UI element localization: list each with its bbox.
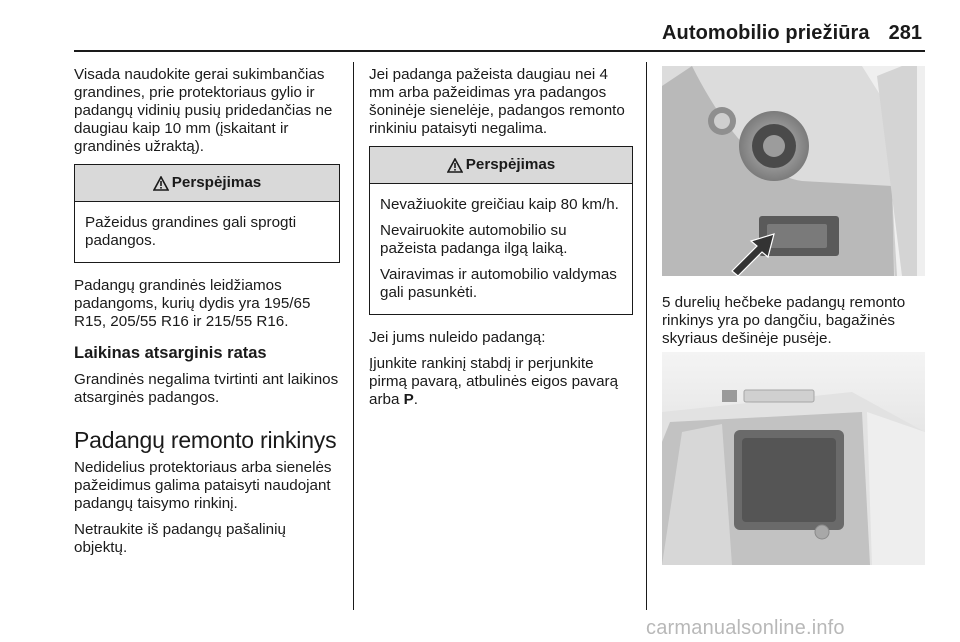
- paragraph-chains-usage: Visada naudokite gerai sukimbančias grandines, prie protektoriaus gylio ir padangų vidinių pusių pridedančias ne daugiau kaip 10 mm (įskaitant ir grandinės užraktą).: [74, 66, 333, 155]
- photo-trunk-cover: [662, 352, 925, 565]
- column-1: [74, 66, 340, 565]
- sentence-end: .: [413, 391, 418, 408]
- warning-box-driving: [369, 146, 633, 315]
- heading-repair-kit: Padangų remonto rinkinys: [74, 427, 337, 453]
- paragraph-repair-kit: Nedidelius protektoriaus arba sienelės pažeidimus galima pataisyti naudojant padangų taisymo rinkinį.: [74, 459, 332, 512]
- gear-p-label: P: [403, 391, 414, 408]
- header-rule: [74, 50, 925, 52]
- warning-item-duration: Nevairuokite automobilio su pažeista padanga ilgą laiką.: [380, 222, 568, 257]
- parking-brake-text: Įjunkite rankinį stabdį ir perjunkite pirmą pavarą, atbulinės eigos pavarą arba: [369, 355, 619, 408]
- column-2: [369, 66, 633, 417]
- header-title: Automobilio priežiūra: [662, 22, 870, 44]
- paragraph-foreign-objects: Netraukite iš padangų pašalinių objektų.: [74, 521, 286, 556]
- paragraph-chain-sizes: Padangų grandinės leidžiamos padangoms, kurių dydis yra 195/65 R15, 205/55 R16 ir 215/55 R16.: [74, 277, 311, 330]
- warning-title: Perspėjimas: [171, 174, 262, 191]
- paragraph-damage-limit: Jei padanga pažeista daugiau nei 4 mm arba pažeidimas yra padangos šoninėje sienelėje, padangos remonto rinkiniu pataisyti negalima.: [369, 66, 625, 137]
- warning-triangle-icon: [447, 158, 463, 173]
- warning-header: [75, 165, 339, 202]
- warning-item-speed: Nevažiuokite greičiau kaip 80 km/h.: [380, 196, 619, 213]
- paragraph-parking-brake: [369, 355, 633, 409]
- warning-body: [370, 184, 632, 314]
- photo-repair-kit-compartment: [662, 66, 925, 276]
- caption-repair-kit-location: 5 durelių hečbeke padangų remonto rinkinys yra po dangčiu, bagažinės skyriaus dešinėje pusėje.: [662, 294, 906, 347]
- column-divider-2: [646, 62, 647, 610]
- column-divider-1: [353, 62, 354, 610]
- paragraph-flat-tire: Jei jums nuleido padangą:: [369, 329, 546, 346]
- warning-body: [75, 202, 339, 262]
- warning-item-handling: Vairavimas ir automobilio valdymas gali pasunkėti.: [380, 266, 617, 301]
- warning-title: Perspėjimas: [465, 156, 556, 173]
- warning-box-chains: [74, 164, 340, 263]
- warning-header: [370, 147, 632, 184]
- paragraph-spare-chains: Grandinės negalima tvirtinti ant laikinos atsarginės padangos.: [74, 371, 339, 406]
- page-number: 281: [888, 22, 922, 44]
- warning-triangle-icon: [153, 176, 169, 191]
- watermark: carmanualsonline.info: [646, 617, 845, 639]
- warning-text: Pažeidus grandines gali sprogti padangos.: [85, 214, 297, 249]
- heading-temporary-spare: Laikinas atsarginis ratas: [74, 344, 267, 362]
